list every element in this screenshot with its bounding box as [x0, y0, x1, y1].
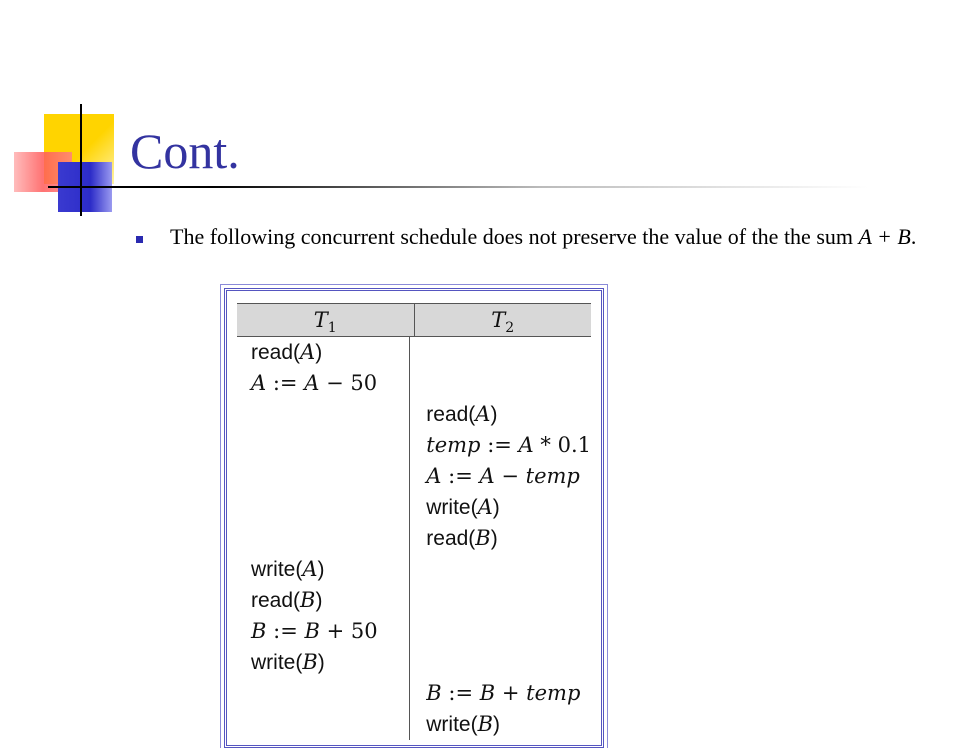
- t1-row-2: A := A − 50: [251, 371, 378, 395]
- t2-row-5: A := A − temp: [426, 464, 580, 488]
- schedule-table: [237, 303, 591, 740]
- decor-red-square: [14, 152, 72, 192]
- column-t2: [410, 337, 591, 740]
- t1-row-5: [251, 461, 409, 492]
- decor-yellow-square: [44, 114, 114, 184]
- header-t2-label: T: [491, 308, 506, 332]
- header-t2-sub: 2: [505, 320, 515, 337]
- t1-row-1: read(A): [251, 340, 323, 364]
- t2-row-2: [426, 368, 591, 399]
- t2-row-4: temp := A * 0.1: [426, 433, 591, 457]
- t1-row-8: write(A): [251, 557, 325, 581]
- bullet-square-icon: [136, 236, 143, 243]
- header-t1-label: T: [313, 308, 328, 332]
- bullet-text-end: .: [910, 224, 917, 249]
- t1-row-11: write(B): [251, 650, 325, 674]
- slide-title: Cont.: [130, 123, 240, 179]
- t1-row-4: [251, 430, 409, 461]
- t1-row-9: read(B): [251, 588, 323, 612]
- t2-row-6: write(A): [426, 495, 500, 519]
- t1-row-13: [251, 709, 409, 740]
- t2-row-1: [426, 337, 591, 368]
- bullet-math: A + B: [858, 224, 911, 249]
- t2-row-9: [426, 585, 591, 616]
- header-t1: [237, 304, 415, 336]
- t1-row-12: [251, 678, 409, 709]
- t1-row-6: [251, 492, 409, 523]
- t2-row-3: read(A): [426, 402, 498, 426]
- t2-row-7: read(B): [426, 526, 498, 550]
- schedule-body: [237, 337, 591, 740]
- t2-row-13: write(B): [426, 712, 501, 736]
- decor-blue-square: [58, 162, 112, 212]
- header-t1-sub: 1: [327, 320, 337, 337]
- schedule-header-row: [237, 303, 591, 337]
- t2-row-8: [426, 554, 591, 585]
- decor-vertical-line: [80, 104, 82, 216]
- t2-row-12: B := B + temp: [426, 681, 581, 705]
- bullet-text: [170, 222, 930, 252]
- bullet-text-main: The following concurrent schedule does not preserve the value of the the sum: [170, 224, 859, 249]
- t1-row-3: [251, 399, 409, 430]
- column-t1: [237, 337, 410, 740]
- t1-row-10: B := B + 50: [251, 619, 378, 643]
- title-underline: [48, 186, 868, 188]
- t1-row-7: [251, 523, 409, 554]
- header-t2: [415, 304, 592, 336]
- t2-row-10: [426, 616, 591, 647]
- t2-row-11: [426, 647, 591, 678]
